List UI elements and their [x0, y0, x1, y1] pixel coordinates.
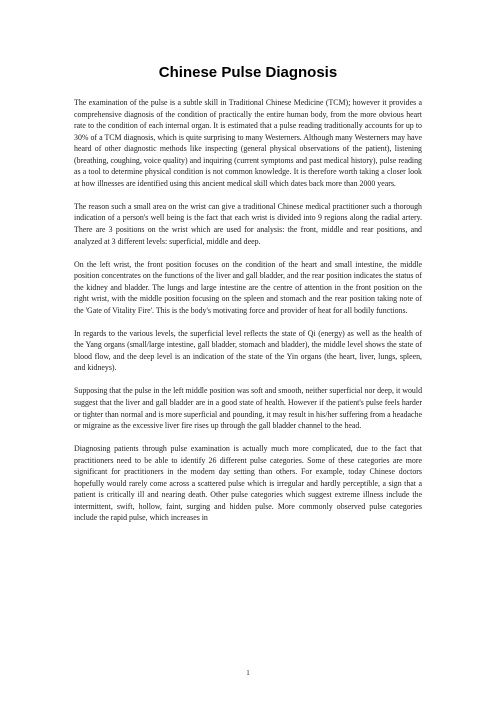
paragraph-1: The examination of the pulse is a subtle skill in Traditional Chinese Medicine (TCM); however it provides a comprehensive diagnosis of the condition of practically the entire human body, from the more obvious heart rate to the condition of each internal organ. It is estimated that a pulse reading traditionally accounts for up to 30% of a TCM diagnosis, which is quite surprising to many Westerners. Although many Westerners may have heard of other diagnostic methods like inspecting (general physical observations of the patient), listening (breathing, coughing, voice quality) and inquiring (current symptoms and past medical history), pulse reading as a tool to determine physical condition is not common knowledge. It is therefore worth taking a closer look at how illnesses are identified using this ancient medical skill which dates back more than 2000 years.	[74, 98, 422, 188]
document-body	[74, 97, 422, 536]
paragraph-5: Supposing that the pulse in the left middle position was soft and smooth, neither superficial nor deep, it would suggest that the liver and gall bladder are in a good state of health. However if the patient's pulse feels harder or tighter than normal and is more superficial and pounding, it may result in his/her suffering from a headache or migraine as the excessive liver fire rises up through the gall bladder channel to the head.	[74, 386, 423, 431]
paragraph-2: The reason such a small area on the wrist can give a traditional Chinese medical practitioner such a thorough indication of a person's well being is the fact that each wrist is divided into 9 regions along the radial artery. There are 3 positions on the wrist which are used for analysis: the front, middle and rear positions, and analyzed at 3 different levels: superficial, middle and deep.	[74, 201, 422, 246]
paragraph-3: On the left wrist, the front position focuses on the condition of the heart and small intestine, the middle position concentrates on the functions of the liver and gall bladder, and the rear position indicates the status of the kidney and bladder. The lungs and large intestine are the centre of attention in the front position on the right wrist, with the middle position focusing on the spleen and stomach and the rear position taking note of the 'Gate of Vitality Fire'. This is the body's motivating force and provider of heat for all bodily functions.	[74, 259, 422, 315]
page-number: 1	[246, 669, 250, 677]
document-title: Chinese Pulse Diagnosis	[158, 64, 338, 81]
paragraph-4: In regards to the various levels, the superficial level reflects the state of Qi (energy) as well as the health of the Yang organs (small/large intestine, gall bladder, stomach and bladder), the middle level shows the state of blood flow, and the deep level is an indication of the state of the Yin organs (the heart, liver, lungs, spleen, and kidneys).	[74, 328, 422, 373]
paragraph-6: Diagnosing patients through pulse examination is actually much more complicated, due to the fact that practitioners need to be able to identify 26 different pulse categories. Some of these categories are more significant for practitioners in the modern day setting than others. For example, today Chinese doctors hopefully would rarely come across a scattered pulse which is irregular and hardly perceptible, a sign that a patient is critically ill and nearing death. Other pulse categories which suggest extreme illness include the intermittent, swift, hollow, faint, surging and hidden pulse. More commonly observed pulse categories include the rapid pulse, which increases in	[74, 444, 422, 523]
